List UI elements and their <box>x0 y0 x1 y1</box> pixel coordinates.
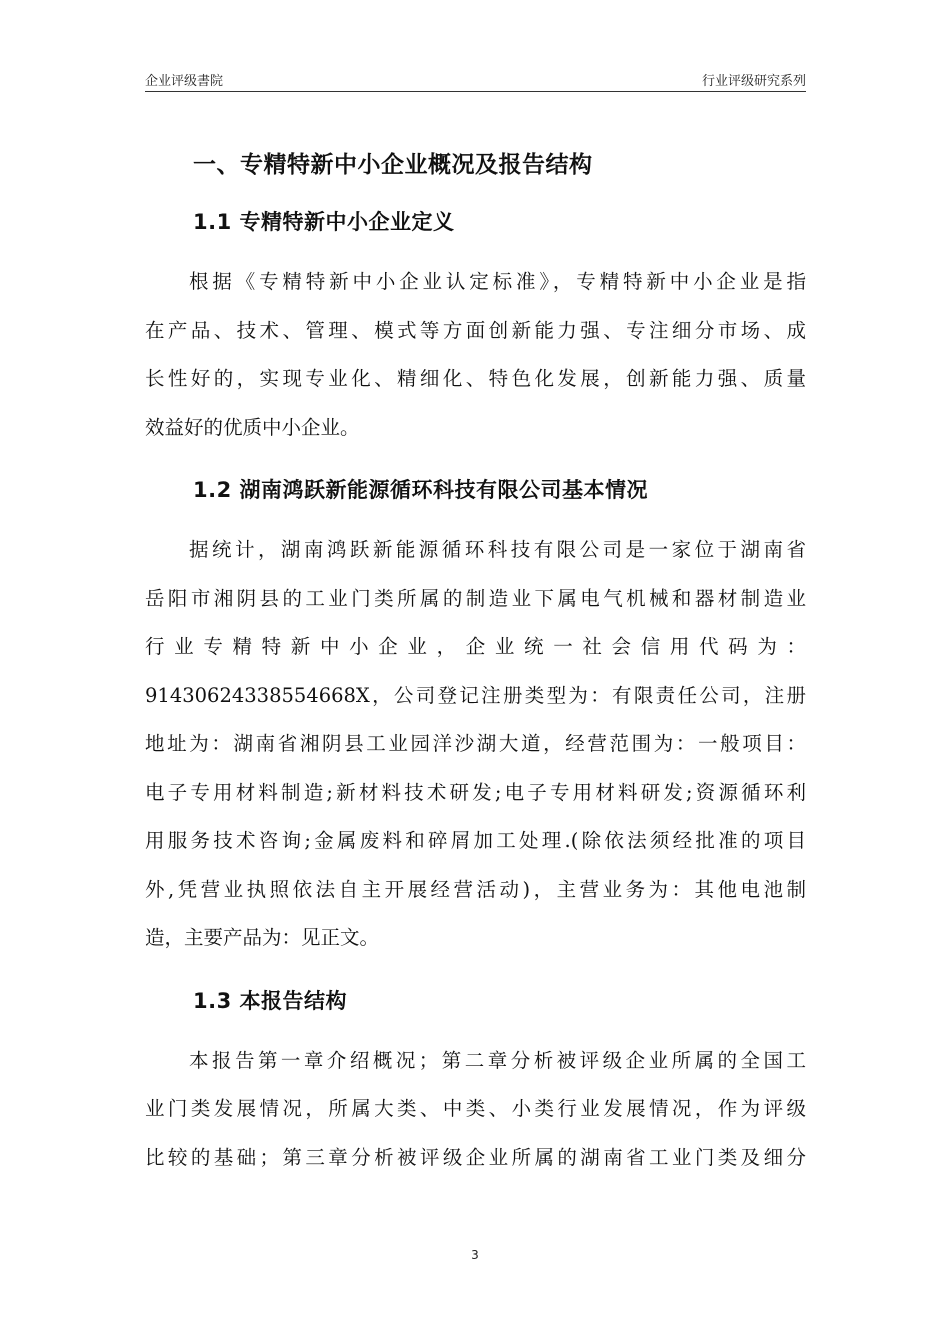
section-title: 一、专精特新中小企业概况及报告结构 <box>193 152 593 178</box>
paragraph-line: 外,凭营业执照依法自主开展经营活动)，主营业务为：其他电池制 <box>145 877 806 901</box>
paragraph-company-info <box>145 526 806 963</box>
paragraph-line: 91430624338554668X，公司登记注册类型为：有限责任公司，注册 <box>145 683 806 707</box>
header-divider <box>145 91 806 92</box>
paragraph-line: 造，主要产品为：见正文。 <box>145 926 380 949</box>
paragraph-line: 电子专用材料制造;新材料技术研发;电子专用材料研发;资源循环利 <box>145 780 806 804</box>
subsection-heading-1-2: 1.2 湖南鸿跃新能源循环科技有限公司基本情况 <box>193 478 649 502</box>
page-header <box>145 66 806 90</box>
page-number: 3 <box>471 1248 479 1262</box>
document-body <box>145 140 806 1182</box>
paragraph-line: 据统计，湖南鸿跃新能源循环科技有限公司是一家位于湖南省 <box>189 538 806 561</box>
paragraph-line: 本报告第一章介绍概况；第二章分析被评级企业所属的全国工 <box>189 1048 806 1072</box>
paragraph-line: 用服务技术咨询;金属废料和碎屑加工处理.(除依法须经批准的项目 <box>145 829 806 852</box>
header-right-text: 行业评级研究系列 <box>701 74 806 89</box>
header-left-text: 企业评级書院 <box>145 74 224 89</box>
paragraph-line: 比较的基础；第三章分析被评级企业所属的湖南省工业门类及细分 <box>145 1145 806 1169</box>
paragraph-line: 在产品、技术、管理、模式等方面创新能力强、专注细分市场、成 <box>145 318 806 342</box>
paragraph-definition <box>145 258 806 452</box>
paragraph-report-structure <box>145 1037 806 1183</box>
subsection-heading-1-1: 1.1 专精特新中小企业定义 <box>193 210 455 234</box>
subsection-heading-1-3: 1.3 本报告结构 <box>193 988 348 1013</box>
paragraph-line: 岳阳市湘阴县的工业门类所属的制造业下属电气机械和器材制造业 <box>145 586 806 610</box>
paragraph-line: 地址为：湖南省湘阴县工业园洋沙湖大道，经营范围为：一般项目： <box>145 732 806 755</box>
paragraph-line: 业门类发展情况，所属大类、中类、小类行业发展情况，作为评级 <box>145 1097 806 1120</box>
paragraph-line: 根据《专精特新中小企业认定标准》，专精特新中小企业是指 <box>189 270 806 293</box>
paragraph-line: 效益好的优质中小企业。 <box>145 415 360 439</box>
paragraph-line: 行业专精特新中小企业，企业统一社会信用代码为： <box>145 635 806 658</box>
paragraph-line: 长性好的，实现专业化、精细化、特色化发展，创新能力强、质量 <box>145 367 806 390</box>
